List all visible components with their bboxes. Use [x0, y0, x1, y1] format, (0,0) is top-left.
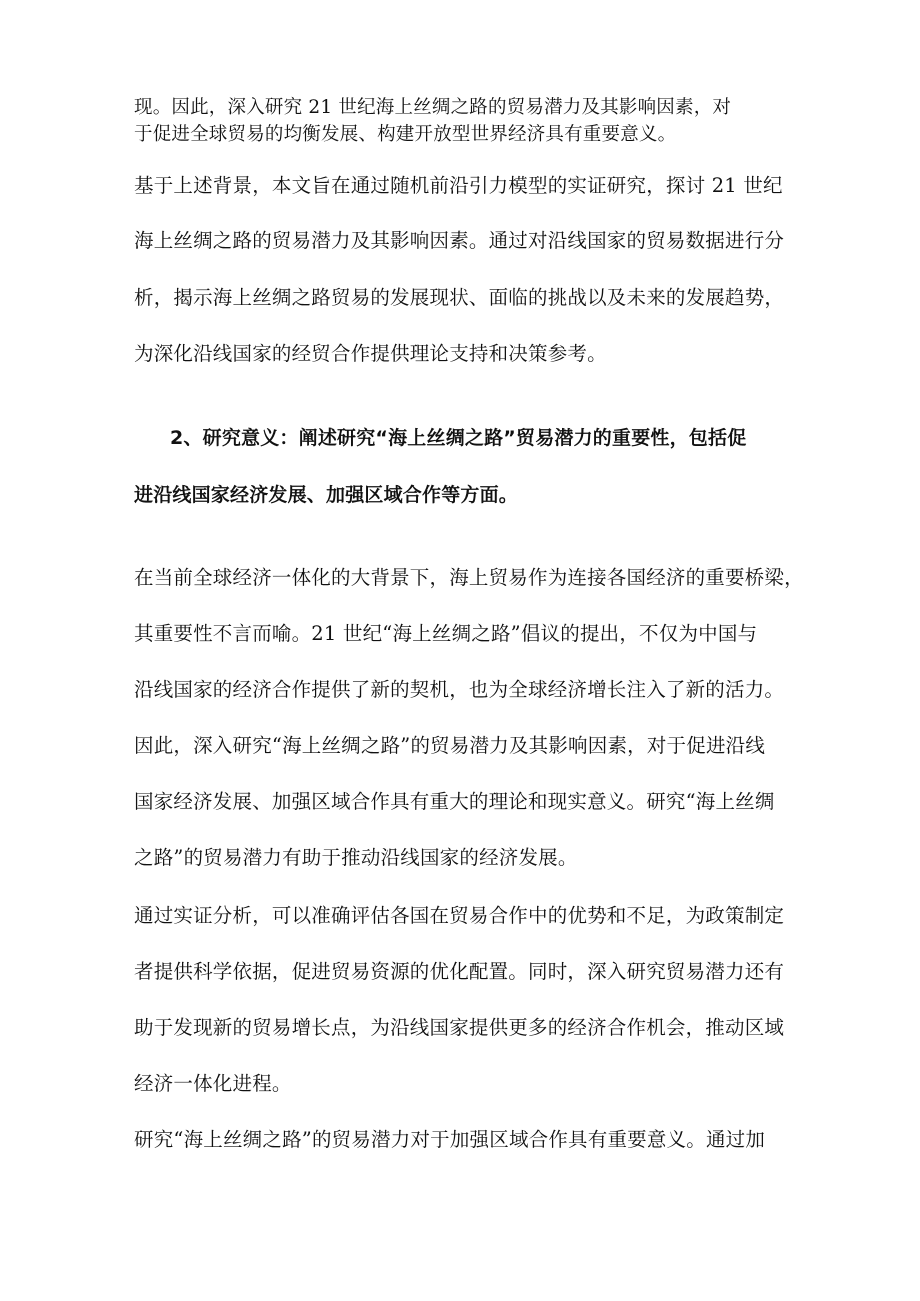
paragraph-3-line-4: 因此，深入研究“海上丝绸之路”的贸易潜力及其影响因素，对于促进沿线: [134, 734, 766, 757]
paragraph-2-line-4: 为深化沿线国家的经贸合作提供理论支持和决策参考。: [134, 342, 607, 365]
section-heading-line-1: 2、研究意义：阐述研究“海上丝绸之路”贸易潜力的重要性，包括促: [170, 427, 747, 449]
paragraph-3-line-3: 沿线国家的经济合作提供了新的契机，也为全球经济增长注入了新的活力。: [134, 678, 785, 701]
paragraph-4-line-4: 经济一体化进程。: [134, 1072, 292, 1095]
paragraph-4-line-3: 助于发现新的贸易增长点，为沿线国家提供更多的经济合作机会，推动区域: [134, 1016, 785, 1039]
section-heading-line-2: 进沿线国家经济发展、加强区域合作等方面。: [134, 484, 519, 506]
paragraph-2-line-3: 析，揭示海上丝绸之路贸易的发展现状、面临的挑战以及未来的发展趋势，: [134, 286, 785, 309]
paragraph-4-line-2: 者提供科学依据，促进贸易资源的优化配置。同时，深入研究贸易潜力还有: [134, 960, 785, 983]
paragraph-3-line-2: 其重要性不言而喻。21 世纪“海上丝绸之路”倡议的提出，不仅为中国与: [134, 622, 758, 645]
paragraph-3-line-1: 在当前全球经济一体化的大背景下，海上贸易作为连接各国经济的重要桥梁，: [134, 566, 804, 589]
paragraph-5-line-1: 研究“海上丝绸之路”的贸易潜力对于加强区域合作具有重要意义。通过加: [134, 1128, 766, 1151]
paragraph-3-line-5: 国家经济发展、加强区域合作具有重大的理论和现实意义。研究“海上丝绸: [134, 790, 775, 813]
paragraph-2-line-1: 基于上述背景，本文旨在通过随机前沿引力模型的实证研究，探讨 21 世纪: [134, 174, 783, 197]
paragraph-1-line-1: 现。因此，深入研究 21 世纪海上丝绸之路的贸易潜力及其影响因素，对: [134, 97, 732, 118]
paragraph-3-line-6: 之路”的贸易潜力有助于推动沿线国家的经济发展。: [134, 846, 578, 869]
paragraph-4-line-1: 通过实证分析，可以准确评估各国在贸易合作中的优势和不足，为政策制定: [134, 904, 785, 927]
paragraph-2-line-2: 海上丝绸之路的贸易潜力及其影响因素。通过对沿线国家的贸易数据进行分: [134, 229, 785, 252]
paragraph-1-line-2: 于促进全球贸易的均衡发展、构建开放型世界经济具有重要意义。: [134, 124, 677, 145]
